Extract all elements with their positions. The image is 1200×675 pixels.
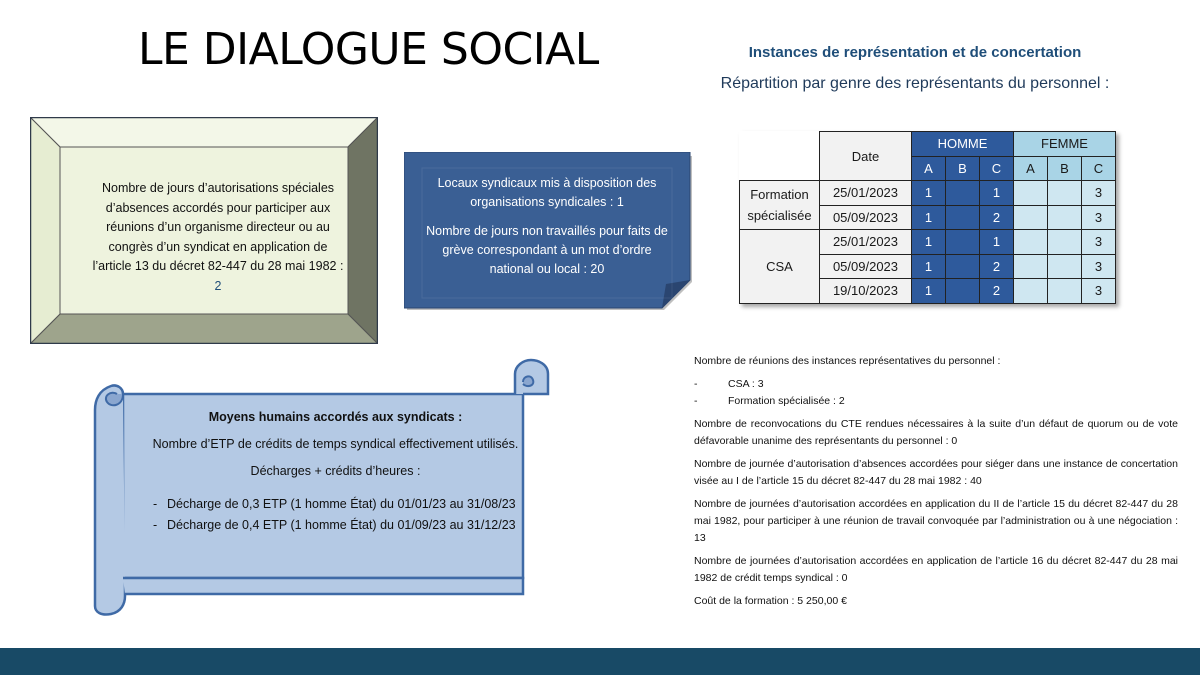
- table-cell: 1: [912, 230, 946, 255]
- table-cell: [1014, 181, 1048, 206]
- card-line-locaux: Locaux syndicaux mis à disposition des organisations syndicales : 1: [437, 176, 657, 209]
- list-item-text: CSA : 3: [728, 378, 764, 390]
- reconvocations-text: Nombre de reconvocations du CTE rendues nécessaires à la suite d’un défaut de quorum ou de vote défavorable unanime des représentants du personnel : 0: [694, 418, 1178, 447]
- scroll-box: [93, 358, 553, 618]
- table-subheader: B: [946, 156, 980, 181]
- scroll-list: [133, 495, 538, 535]
- table-header-femme: FEMME: [1014, 132, 1116, 157]
- table-subheader: B: [1048, 156, 1082, 181]
- card-line-greve: Nombre de jours non travaillés pour faits de grève correspondant à un mot d’ordre national ou local : 20: [426, 224, 668, 276]
- credit-temps-text: Nombre de journées d’autorisation accordées en application de l’article 16 du décret 82-447 du 28 mai 1982 de crédit temps syndical : 0: [694, 555, 1178, 584]
- list-item-text: Décharge de 0,4 ETP (1 homme État) du 01/09/23 au 31/12/23: [167, 518, 516, 532]
- table-cell: 3: [1082, 254, 1116, 279]
- table-cell: 1: [912, 205, 946, 230]
- table-cell: 1: [912, 181, 946, 206]
- meetings-list: [694, 376, 1178, 410]
- table-cell: [1014, 254, 1048, 279]
- table-cell-date: 25/01/2023: [820, 181, 912, 206]
- table-cell: 1: [912, 279, 946, 304]
- table-corner: [740, 132, 820, 157]
- table-cell-date: 05/09/2023: [820, 205, 912, 230]
- table-cell: [1048, 230, 1082, 255]
- table-cell: [1048, 279, 1082, 304]
- table-cell: [946, 181, 980, 206]
- table-cell: [946, 254, 980, 279]
- table-cell: 1: [980, 181, 1014, 206]
- bevel-info-box: [30, 117, 378, 344]
- table-cell: [1048, 205, 1082, 230]
- scroll-heading: Moyens humains accordés aux syndicats :: [208, 410, 463, 424]
- table-cell: 2: [980, 205, 1014, 230]
- training-cost-text: Coût de la formation : 5 250,00 €: [694, 595, 847, 607]
- table-subheader: A: [1014, 156, 1048, 181]
- table-cell: 3: [1082, 205, 1116, 230]
- table-cell-date: 05/09/2023: [820, 254, 912, 279]
- meetings-intro: Nombre de réunions des instances représentatives du personnel :: [694, 355, 1001, 367]
- table-caption: Répartition par genre des représentants du personnel :: [720, 75, 1110, 92]
- table-row: [740, 181, 1116, 206]
- table-cell-date: 19/10/2023: [820, 279, 912, 304]
- table-header-homme: HOMME: [912, 132, 1014, 157]
- table-subheader: A: [912, 156, 946, 181]
- table-subheader: C: [980, 156, 1014, 181]
- scroll-line-etp: Nombre d’ETP de crédits de temps syndical effectivement utilisés.: [152, 437, 519, 451]
- table-cell: [1014, 279, 1048, 304]
- table-row: [740, 230, 1116, 255]
- footer-bar: [0, 648, 1200, 675]
- bevel-value: 2: [214, 278, 222, 293]
- table-cell: [946, 279, 980, 304]
- scroll-text: [133, 408, 538, 537]
- table-cell: [1048, 181, 1082, 206]
- section-subtitle: Instances de représentation et de concertation: [748, 44, 1082, 61]
- table-cell: 3: [1082, 181, 1116, 206]
- table-cell: 3: [1082, 279, 1116, 304]
- list-item: - CSA : 3: [694, 378, 764, 390]
- scroll-line-decharges: Décharges + crédits d’heures :: [250, 464, 421, 478]
- table-subheader: C: [1082, 156, 1116, 181]
- negotiation-text: Nombre de journées d’autorisation accordées en application du II de l’article 15 du décret 82-447 du 28 mai 1982, pour participer à une réunion de travail convoquée par l’administration ou à une négociation : 13: [694, 498, 1178, 544]
- absences-text: Nombre de journée d’autorisation d’absences accordées pour siéger dans une instance de concertation visée au I de l’article 15 du décret 82-447 du 28 mai 1982 : 40: [694, 458, 1178, 487]
- table-cell: [1048, 254, 1082, 279]
- table-cell: 1: [912, 254, 946, 279]
- list-item: - Décharge de 0,4 ETP (1 homme État) du 01/09/23 au 31/12/23: [153, 518, 516, 532]
- list-item: - Décharge de 0,3 ETP (1 homme État) du 01/01/23 au 31/08/23: [153, 497, 516, 511]
- representation-table: [739, 131, 1116, 304]
- table-cell: [1014, 230, 1048, 255]
- table-header-date: Date: [820, 132, 912, 181]
- page-title: LE DIALOGUE SOCIAL: [138, 24, 599, 75]
- table-corner: [740, 156, 820, 181]
- table-cell: 3: [1082, 230, 1116, 255]
- folded-card: [404, 152, 690, 312]
- table-group-label: Formation spécialisée: [740, 181, 820, 230]
- bevel-text: [92, 179, 344, 296]
- table-cell: [1014, 205, 1048, 230]
- table-cell: 1: [980, 230, 1014, 255]
- list-item-text: Formation spécialisée : 2: [728, 395, 845, 407]
- table-group-label: CSA: [740, 230, 820, 304]
- table-cell: 2: [980, 279, 1014, 304]
- table-cell-date: 25/01/2023: [820, 230, 912, 255]
- table-cell: 2: [980, 254, 1014, 279]
- list-item-text: Décharge de 0,3 ETP (1 homme État) du 01/01/23 au 31/08/23: [167, 497, 516, 511]
- table-cell: [946, 230, 980, 255]
- card-text: [422, 174, 672, 279]
- meetings-text-block: [694, 353, 1178, 616]
- list-item: - Formation spécialisée : 2: [694, 395, 845, 407]
- bevel-label: Nombre de jours d’autorisations spéciales d’absences accordés pour participer aux réunions d’un organisme directeur ou au congrès d’un syndicat en application de l’article 13 du décret 82-447 du 28 mai 1982 :: [92, 181, 344, 273]
- table-cell: [946, 205, 980, 230]
